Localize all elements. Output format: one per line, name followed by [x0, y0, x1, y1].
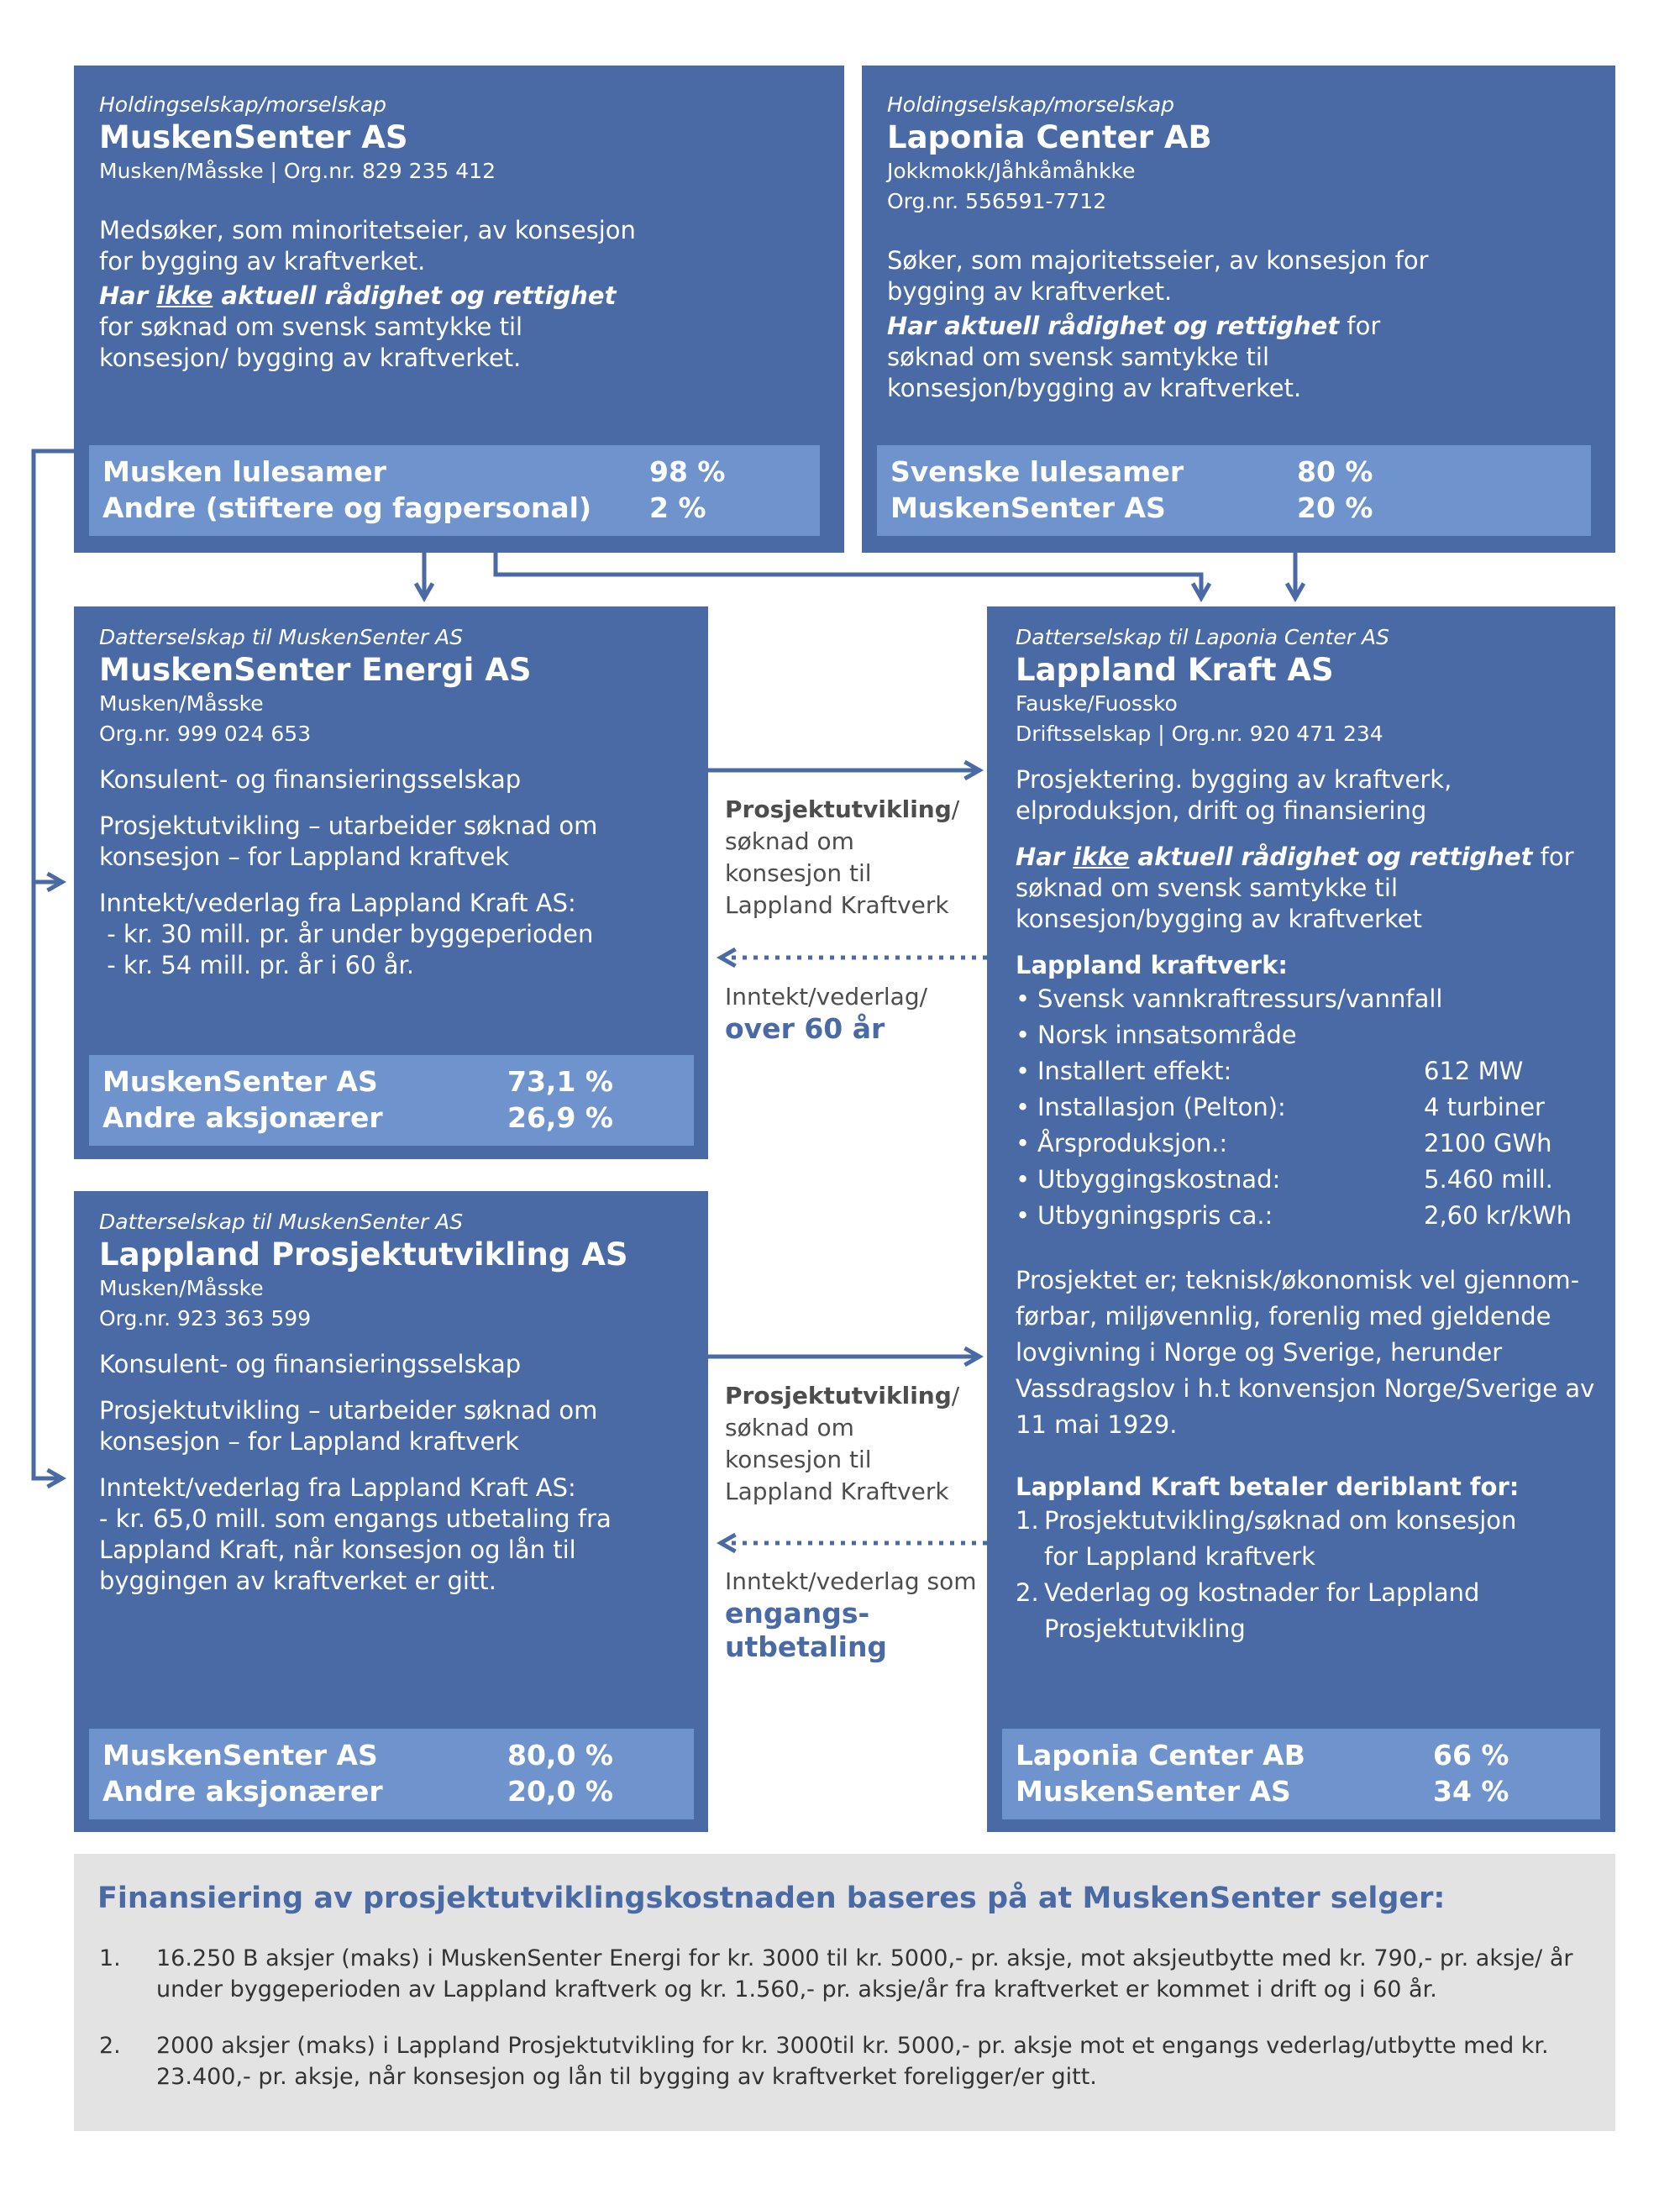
plant-title: Lappland kraftverk: [1016, 951, 1288, 979]
ownership-bar [877, 445, 1591, 536]
plant-item: • Utbygningspris ca.: 2,60 kr/kWh [1016, 1198, 1590, 1234]
company-name: Laponia Center AB [887, 119, 1212, 155]
plant-item: • Årsproduksjon.: 2100 GWh [1016, 1126, 1590, 1162]
income-title: Inntekt/vederlag fra Lappland Kraft AS: [99, 1473, 576, 1502]
musken-to-kraft [496, 553, 1201, 598]
subtitle: Datterselskap til MuskenSenter AS [99, 625, 464, 649]
rights-text: Har aktuell rådighet og rettighet for søknad om svensk samtykke til konsesjon/bygging av kraftverket. [887, 312, 1381, 402]
company-name: MuskenSenter AS [99, 119, 408, 155]
ownership-bar [1002, 1729, 1600, 1819]
income-label-2: Inntekt/vederlag som engangs- utbetaling [725, 1567, 977, 1663]
company-desc: Søker, som majoritetsseier, av konsesjon for bygging av kraftverket. [887, 246, 1429, 306]
subtitle: Datterselskap til Laponia Center AS [1016, 625, 1389, 649]
owner-row: MuskenSenter AS 73,1 % [102, 1065, 613, 1098]
income-label-1: Inntekt/vederlag/ over 60 år [725, 983, 928, 1045]
pays-item: 2. Vederlag og kostnader for Lappland Prosjektutvikling [1016, 1578, 1480, 1643]
company-orgnr: Org.nr. 556591-7712 [887, 189, 1107, 213]
company-orgnr: Org.nr. 999 024 653 [99, 722, 312, 746]
company-type: Konsulent- og finansieringsselskap [99, 765, 522, 794]
feeder-line [34, 451, 74, 1478]
company-name: Lappland Kraft AS [1016, 652, 1334, 688]
financing-footer [74, 1854, 1615, 2131]
dev-text: Prosjektutvikling – utarbeider søknad om konsesjon – for Lappland kraftverk [99, 1396, 598, 1456]
company-location: Musken/Måsske [99, 691, 264, 716]
owner-row: MuskenSenter AS 20 % [890, 491, 1373, 524]
owner-row: MuskenSenter AS 34 % [1016, 1775, 1509, 1808]
owner-row: Andre aksjonærer 26,9 % [102, 1101, 613, 1134]
plant-list [1016, 981, 1590, 1234]
musken-senter-box [74, 66, 844, 553]
company-name: Lappland Prosjektutvikling AS [99, 1236, 628, 1273]
company-info: Musken/Måsske | Org.nr. 829 235 412 [99, 159, 496, 183]
plant-item: • Svensk vannkraftressurs/vannfall [1016, 981, 1590, 1017]
company-orgnr: Org.nr. 923 363 599 [99, 1306, 312, 1331]
owner-row: Svenske lulesamer 80 % [890, 455, 1373, 488]
plant-item: • Norsk innsatsområde [1016, 1017, 1590, 1053]
company-orgnr: Driftsselskap | Org.nr. 920 471 234 [1016, 722, 1383, 746]
footer-item: 1. 16.250 B aksjer (maks) i MuskenSenter Energi for kr. 3000 til kr. 5000,- pr. aksje, mot aksjeutbytte med kr. 790,- pr. aksje/ år under byggeperioden av Lappland kraftverk og kr. 1.560,- pr. aksje/år fra kraftverket er kommet i drift og i 60 år. [99, 1945, 1573, 2003]
plant-item: • Installasjon (Pelton): 4 turbiner [1016, 1089, 1590, 1126]
ownership-bar [89, 445, 820, 536]
company-location: Fauske/Fuossko [1016, 691, 1178, 716]
subtitle: Holdingselskap/morselskap [887, 92, 1175, 117]
plant-item: • Installert effekt: 612 MW [1016, 1053, 1590, 1089]
ownership-bar [89, 1729, 694, 1819]
subtitle: Holdingselskap/morselskap [99, 92, 387, 117]
owner-row: Musken lulesamer 98 % [102, 455, 726, 488]
rights-text: Har ikke aktuell rådighet og rettighet for søknad om svensk samtykke til konsesjon/ bygging av kraftverket. [99, 281, 617, 372]
laponia-box [862, 66, 1615, 553]
company-location: Jokkmokk/Jåhkåmåhkke [887, 159, 1136, 183]
dev-text: Prosjektutvikling – utarbeider søknad om konsesjon – for Lappland kraftvek [99, 811, 598, 871]
income-title: Inntekt/vederlag fra Lappland Kraft AS: [99, 889, 576, 917]
pays-list [1016, 1503, 1590, 1647]
rights-text: Har ikke aktuell rådighet og rettighet for søknad om svensk samtykke til konsesjon/bygging av kraftverket [1016, 843, 1574, 933]
owner-row: Andre (stiftere og fagpersonal) 2 % [102, 491, 706, 524]
income-body: - kr. 65,0 mill. som engangs utbetaling fra Lappland Kraft, når konsesjon og lån til byggingen av kraftverket er gitt. [99, 1504, 612, 1595]
pays-item: 1. Prosjektutvikling/søknad om konsesjon for Lappland kraftverk [1016, 1506, 1517, 1571]
company-type: Konsulent- og finansieringsselskap [99, 1350, 522, 1378]
owner-row: MuskenSenter AS 80,0 % [102, 1739, 613, 1772]
footer-title: Finansiering av prosjektutviklingskostnaden baseres på at MuskenSenter selger: [97, 1882, 1446, 1915]
prosjekt-box [74, 1191, 708, 1832]
ownership-bar [89, 1055, 694, 1146]
income-line: - kr. 54 mill. pr. år i 60 år. [99, 951, 415, 979]
kraft-box [987, 606, 1615, 1832]
footer-item: 2. 2000 aksjer (maks) i Lappland Prosjektutvikling for kr. 3000til kr. 5000,- pr. aksje mot et engangs vederlag/utbytte med kr. 23.400,- pr. aksje, når konsesjon og lån til bygging av kraftverket foreligger/er gitt. [99, 2033, 1549, 2090]
company-desc: Prosjektering. bygging av kraftverk, elproduksjon, drift og finansiering [1016, 765, 1452, 825]
company-name: MuskenSenter Energi AS [99, 652, 532, 688]
dev-label-1: Prosjektutvikling/ søknad om konsesjon til Lappland Kraftverk [725, 795, 960, 919]
pays-title: Lappland Kraft betaler deriblant for: [1016, 1472, 1520, 1501]
owner-row: Andre aksjonærer 20,0 % [102, 1775, 613, 1808]
company-location: Musken/Måsske [99, 1276, 264, 1300]
energi-box [74, 606, 708, 1159]
project-text: Prosjektet er; teknisk/økonomisk vel gjennom-førbar, miljøvennlig, forenlig med gjeldende lovgivning i Norge og Sverige, herunder Vassdragslov i h.t konvensjon Norge/Sverige av 11 mai 1929. [1016, 1266, 1595, 1439]
owner-row: Laponia Center AB 66 % [1016, 1739, 1509, 1772]
subtitle: Datterselskap til MuskenSenter AS [99, 1210, 464, 1234]
dev-label-2: Prosjektutvikling/ søknad om konsesjon til Lappland Kraftverk [725, 1382, 960, 1505]
plant-item: • Utbyggingskostnad: 5.460 mill. [1016, 1162, 1590, 1198]
company-desc: Medsøker, som minoritetseier, av konsesjon for bygging av kraftverket. [99, 216, 636, 276]
income-line: - kr. 30 mill. pr. år under byggeperioden [99, 920, 594, 948]
